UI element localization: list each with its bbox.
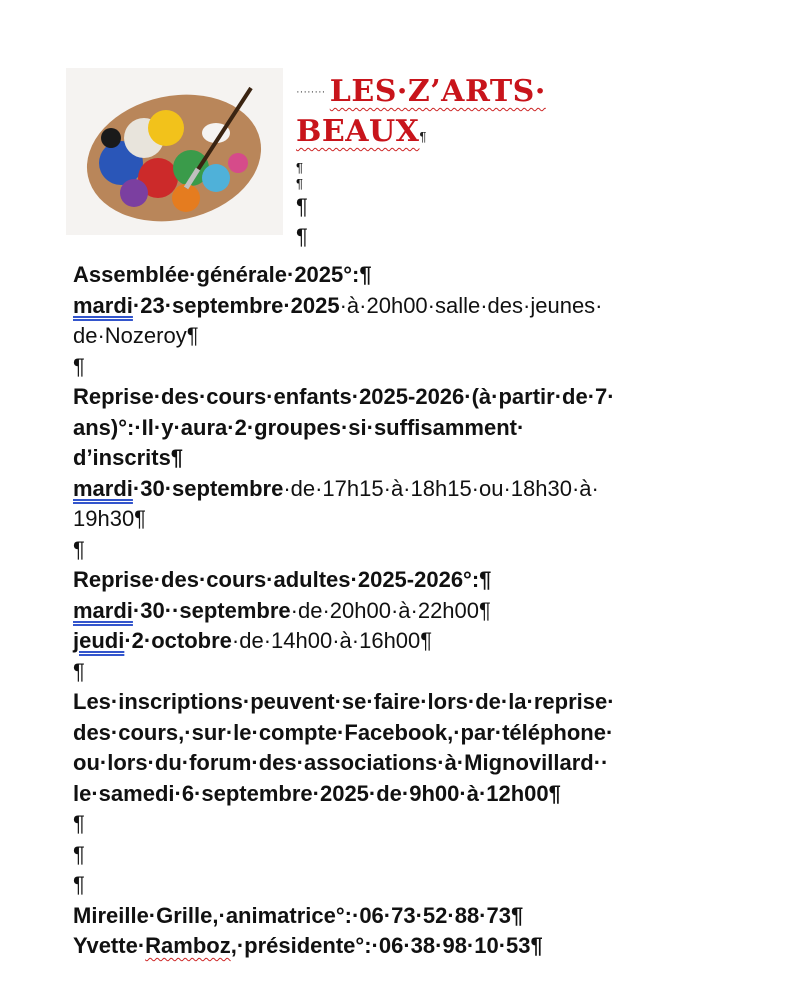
kids-heading-2: ans)°:·Il·y·aura·2·groupes·si·suffisamment·	[73, 414, 525, 440]
pilcrow: ¶	[296, 224, 308, 249]
inscriptions-line-3: ou·lors·du·forum·des·associations·à·Mignovillard··	[73, 750, 609, 775]
pilcrow: ¶	[296, 160, 303, 175]
palette-image	[66, 68, 283, 235]
ag-location-line: de·Nozeroy¶	[73, 323, 199, 348]
kids-time-line: 19h30¶	[73, 506, 146, 531]
contact-presidente: Yvette·Ramboz,·présidente°:·06·38·98·10·53¶	[73, 933, 543, 958]
ag-date-line: mardi·23·septembre·2025·à·20h00·salle·des·jeunes·	[73, 292, 603, 318]
club-title-line1: LES·Z’ARTS·	[329, 74, 546, 109]
kids-heading-1: Reprise·des·cours·enfants·2025-2026·(à·partir·de·7·	[73, 384, 615, 409]
blank-paragraph: ¶	[73, 353, 85, 379]
pilcrow: ¶	[296, 194, 308, 219]
adults-thursday-line: jeudi·2·octobre·de·14h00·à·16h00¶	[73, 628, 433, 653]
club-title-line2: BEAUX	[296, 114, 420, 149]
pilcrow: ¶	[296, 176, 303, 191]
kids-heading-3: d’inscrits¶	[73, 445, 184, 470]
inscriptions-line-4: le·samedi·6·septembre·2025·de·9h00·à·12h00¶	[73, 780, 561, 806]
palette-icon	[66, 68, 283, 235]
kids-date-line: mardi·30·septembre·de·17h15·à·18h15·ou·18h30·à·	[73, 475, 599, 501]
title-pilcrows	[296, 160, 308, 252]
contact-animatrice: Mireille·Grille,·animatrice°:·06·73·52·88·73¶	[73, 902, 524, 928]
blank-paragraph: ¶	[73, 658, 85, 684]
inscriptions-line-1: Les·inscriptions·peuvent·se·faire·lors·de·la·reprise·	[73, 689, 615, 714]
ag-heading: Assemblée·générale·2025°:¶	[73, 262, 372, 287]
title-block	[296, 72, 546, 152]
blank-paragraph: ¶	[73, 841, 85, 867]
blank-paragraph: ¶	[73, 872, 85, 897]
tab-leader: ········	[296, 86, 326, 98]
pilcrow: ¶	[419, 129, 427, 144]
adults-tuesday-line: mardi·30··septembre·de·20h00·à·22h00¶	[73, 597, 491, 623]
blank-paragraph: ¶	[73, 536, 85, 562]
adults-heading: Reprise·des·cours·adultes·2025-2026°:¶	[73, 567, 492, 592]
inscriptions-line-2: des·cours,·sur·le·compte·Facebook,·par·téléphone·	[73, 719, 614, 745]
document-body	[73, 260, 733, 962]
blank-paragraph: ¶	[73, 811, 85, 836]
